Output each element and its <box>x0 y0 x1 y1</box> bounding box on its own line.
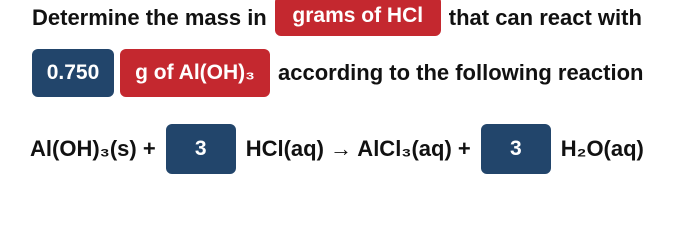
question-prefix-text: Determine the mass in <box>32 5 267 30</box>
question-line-1 <box>32 0 642 36</box>
equation-middle: HCl(aq) → AlCl₃(aq) + <box>245 136 471 161</box>
given-amount-tile[interactable]: 0.750 <box>32 49 114 97</box>
question-line-2 <box>32 48 643 98</box>
reaction-intro-text: according to the following reaction <box>278 60 644 85</box>
target-quantity-tile[interactable]: grams of HCl <box>275 0 441 36</box>
equation-reactant-1: Al(OH)₃(s) + <box>30 136 156 161</box>
given-unit-tile[interactable]: g of Al(OH)₃ <box>120 49 270 97</box>
chemical-equation <box>30 124 644 174</box>
question-suffix-text: that can react with <box>448 5 642 30</box>
coefficient-hcl-tile[interactable]: 3 <box>166 124 236 174</box>
equation-product-2: H₂O(aq) <box>560 136 644 161</box>
coefficient-h2o-tile[interactable]: 3 <box>481 124 551 174</box>
